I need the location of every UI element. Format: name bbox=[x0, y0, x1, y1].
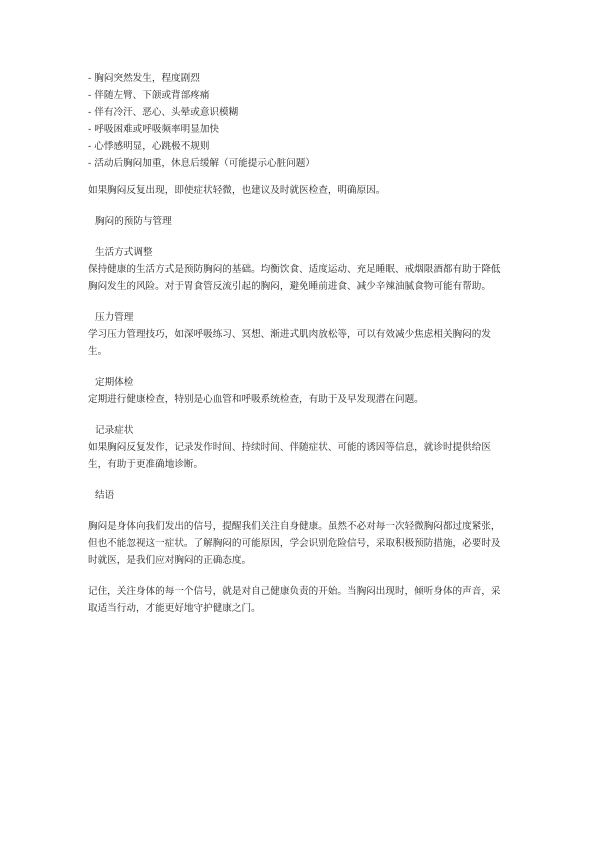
warning-signs-list bbox=[88, 70, 508, 172]
section-heading: 胸闷的预防与管理 bbox=[95, 216, 172, 227]
list-item: - 伴有冷汗、恶心、头晕或意识模糊 bbox=[88, 107, 239, 118]
checkup-heading: 定期体检 bbox=[95, 377, 134, 388]
conclusion-paragraph-1: 胸闷是身体向我们发出的信号，提醒我们关注自身健康。虽然不必对每一次轻微胸闷都过度紧张，但也不能忽视这一症状。了解胸闷的可能原因，学会识别危险信号，采取积极预防措施，必要时及时就医，是我们应对胸闷的正确态度。 bbox=[88, 521, 501, 566]
lifestyle-paragraph: 保持健康的生活方式是预防胸闷的基础。均衡饮食、适度运动、充足睡眠、戒烟限酒都有助于降低胸闷发生的风险。对于胃食管反流引起的胸闷，避免睡前进食、减少辛辣油腻食物可能有帮助。 bbox=[88, 264, 501, 292]
stress-paragraph: 学习压力管理技巧，如深呼吸练习、冥想、渐进式肌肉放松等，可以有效减少焦虑相关胸闷的发生。 bbox=[88, 329, 491, 357]
lifestyle-heading: 生活方式调整 bbox=[95, 247, 153, 258]
advice-paragraph: 如果胸闷反复出现，即使症状轻微，也建议及时就医检查，明确原因。 bbox=[88, 185, 386, 196]
record-heading: 记录症状 bbox=[95, 425, 134, 436]
checkup-paragraph: 定期进行健康检查，特别是心血管和呼吸系统检查，有助于及早发现潜在问题。 bbox=[88, 394, 424, 405]
list-item: - 胸闷突然发生，程度剧烈 bbox=[88, 73, 200, 84]
document-page bbox=[88, 70, 508, 617]
stress-heading: 压力管理 bbox=[95, 312, 134, 323]
list-item: - 心悸感明显，心跳极不规则 bbox=[88, 141, 210, 152]
conclusion-paragraph-2: 记住，关注身体的每一个信号，就是对自己健康负责的开始。当胸闷出现时，倾听身体的声音，采取适当行动，才能更好地守护健康之门。 bbox=[88, 586, 501, 614]
list-item: - 活动后胸闷加重，休息后缓解（可能提示心脏问题） bbox=[88, 158, 315, 169]
list-item: - 呼吸困难或呼吸频率明显加快 bbox=[88, 124, 220, 135]
list-item: - 伴随左臂、下颌或背部疼痛 bbox=[88, 90, 210, 101]
conclusion-heading: 结语 bbox=[95, 490, 115, 501]
record-paragraph: 如果胸闷反复发作，记录发作时间、持续时间、伴随症状、可能的诱因等信息，就诊时提供给医生，有助于更准确地诊断。 bbox=[88, 442, 491, 470]
